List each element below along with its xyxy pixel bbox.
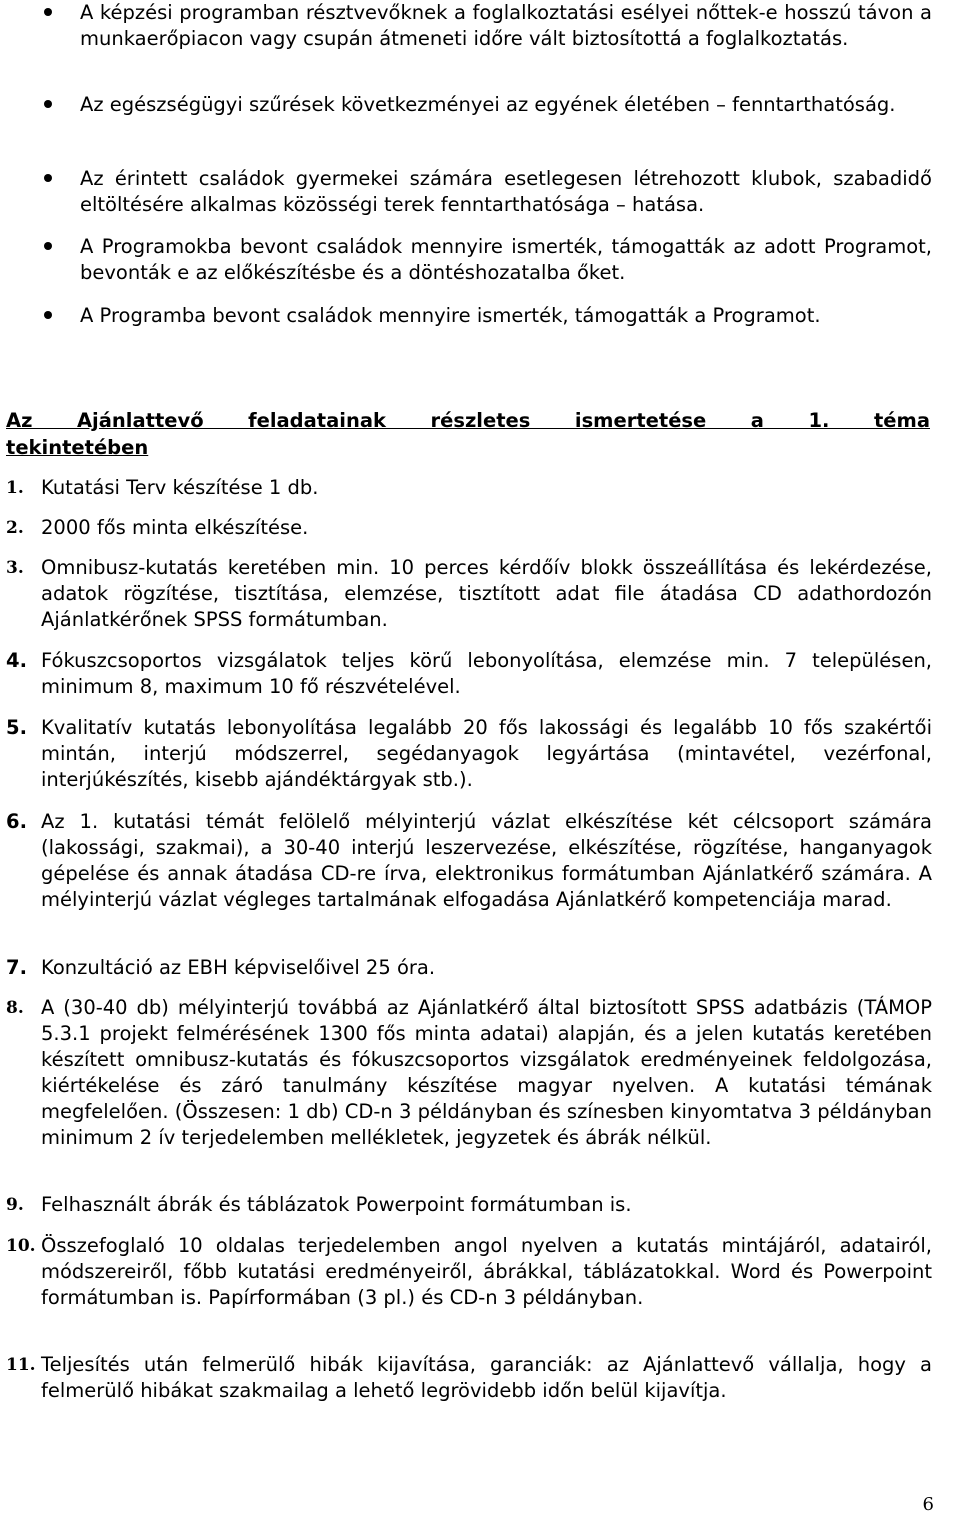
bullet-item <box>6 166 932 218</box>
list-item <box>6 1352 932 1404</box>
list-item-number: 8. <box>6 998 24 1018</box>
list-item-number: 5. <box>6 716 27 739</box>
list-item <box>6 475 932 501</box>
list-item-number: 7. <box>6 956 27 979</box>
bullet-icon <box>44 8 52 16</box>
list-item-text: Az 1. kutatási témát felölelő mélyinterjú vázlat elkészítése két célcsoport számára (lakossági, szakmai), a 30-40 interjú leszervezése, elkészítése, rögzítése, hanganyagok gépelése és annak átadása CD-re írva, elektronikus formátumban Ajánlatkérő számára. A mélyinterjú vázlat végleges tartalmának elfogadása Ajánlatkérő kompetenciája marad. <box>41 810 932 911</box>
bullet-icon <box>44 242 52 250</box>
bullet-icon <box>44 311 52 319</box>
bullet-item <box>6 92 932 118</box>
list-item-text: Konzultáció az EBH képviselőivel 25 óra. <box>41 956 436 979</box>
list-item-text: Felhasznált ábrák és táblázatok Powerpoint formátumban is. <box>41 1193 632 1216</box>
list-item <box>6 555 932 633</box>
list-item-number: 10. <box>6 1236 36 1256</box>
list-item-number: 2. <box>6 518 24 538</box>
bullet-item <box>6 303 932 329</box>
bullet-text: Az egészségügyi szűrések következményei az egyének életében – fenntarthatóság. <box>80 93 896 116</box>
list-item-number: 4. <box>6 649 27 672</box>
list-item-text: 2000 fős minta elkészítése. <box>41 516 309 539</box>
list-item-number: 3. <box>6 558 24 578</box>
section-heading: Az Ajánlattevő feladatainak részletes ismertetése a 1. téma tekintetében <box>6 409 930 459</box>
list-item <box>6 1233 932 1311</box>
list-item <box>6 995 932 1151</box>
list-item-text: Omnibusz-kutatás keretében min. 10 perces kérdőív blokk összeállítása és lekérdezése, adatok rögzítése, tisztítása, elemzése, tisztított adat file átadása CD adathordozón Ajánlatkérőnek SPSS formátumban. <box>41 556 932 631</box>
list-item-text: Teljesítés után felmerülő hibák kijavítása, garanciák: az Ajánlattevő vállalja, hogy a felmerülő hibákat szakmailag a lehető legrövidebb időn belül kijavítja. <box>41 1353 932 1402</box>
list-item-number: 1. <box>6 478 24 498</box>
list-item-text: Fókuszcsoportos vizsgálatok teljes körű lebonyolítása, elemzése min. 7 településen, minimum 8, maximum 10 fő részvételével. <box>41 649 932 698</box>
bullet-text: A Programba bevont családok mennyire ismerték, támogatták a Programot. <box>80 304 821 327</box>
bullet-item <box>6 234 932 286</box>
page-number: 6 <box>922 1494 934 1515</box>
bullet-item <box>6 0 932 52</box>
list-item-text: Kutatási Terv készítése 1 db. <box>41 476 319 499</box>
list-item-text: Összefoglaló 10 oldalas terjedelemben angol nyelven a kutatás mintájáról, adatairól, módszereiről, főbb kutatási eredményeiről, ábrákkal, táblázatokkal. Word és Powerpoint formátumban is. Papírformában (3 pl.) és CD-n 3 példányban. <box>41 1234 932 1309</box>
list-item-text: A (30-40 db) mélyinterjú továbbá az Ajánlatkérő által biztosított SPSS adatbázis (TÁMOP 5.3.1 projekt felmérésének 1300 fős minta adatai) alapján, és a jelen kutatás keretében készített omnibusz-kutatás és fókuszcsoportos vizsgálatok eredményeinek feldolgozása, kiértékelése és záró tanulmány készítése magyar nyelven. A kutatási témának megfelelően. (Összesen: 1 db) CD-n 3 példányban és színesben kinyomtatva 3 példányban minimum 2 ív terjedelemben mellékletek, jegyzetek és ábrák nélkül. <box>41 996 932 1149</box>
list-item <box>6 715 932 793</box>
bullet-icon <box>44 174 52 182</box>
list-item-number: 11. <box>6 1355 36 1375</box>
list-item-text: Kvalitatív kutatás lebonyolítása legalább 20 fős lakossági és legalább 10 fős szakértői mintán, interjú módszerrel, segédanyagok legyártása (mintavétel, vezérfonal, interjúkészítés, kisebb ajándéktárgyak stb.). <box>41 716 932 791</box>
bullet-text: A képzési programban résztvevőknek a foglalkoztatási esélyei nőttek-e hosszú távon a munkaerőpiacon vagy csupán átmeneti időre vált biztosítottá a foglalkoztatás. <box>80 1 932 50</box>
list-item-number: 9. <box>6 1195 24 1215</box>
list-item-number: 6. <box>6 810 27 833</box>
list-item <box>6 955 932 981</box>
bullet-icon <box>44 100 52 108</box>
list-item <box>6 648 932 700</box>
bullet-text: Az érintett családok gyermekei számára esetlegesen létrehozott klubok, szabadidő eltöltésére alkalmas közösségi terek fenntarthatósága – hatása. <box>80 167 932 216</box>
list-item <box>6 1192 932 1218</box>
list-item <box>6 809 932 913</box>
list-item <box>6 515 932 541</box>
bullet-text: A Programokba bevont családok mennyire ismerték, támogatták az adott Programot, bevonták e az előkészítésbe és a döntéshozatalba őket. <box>80 235 932 284</box>
